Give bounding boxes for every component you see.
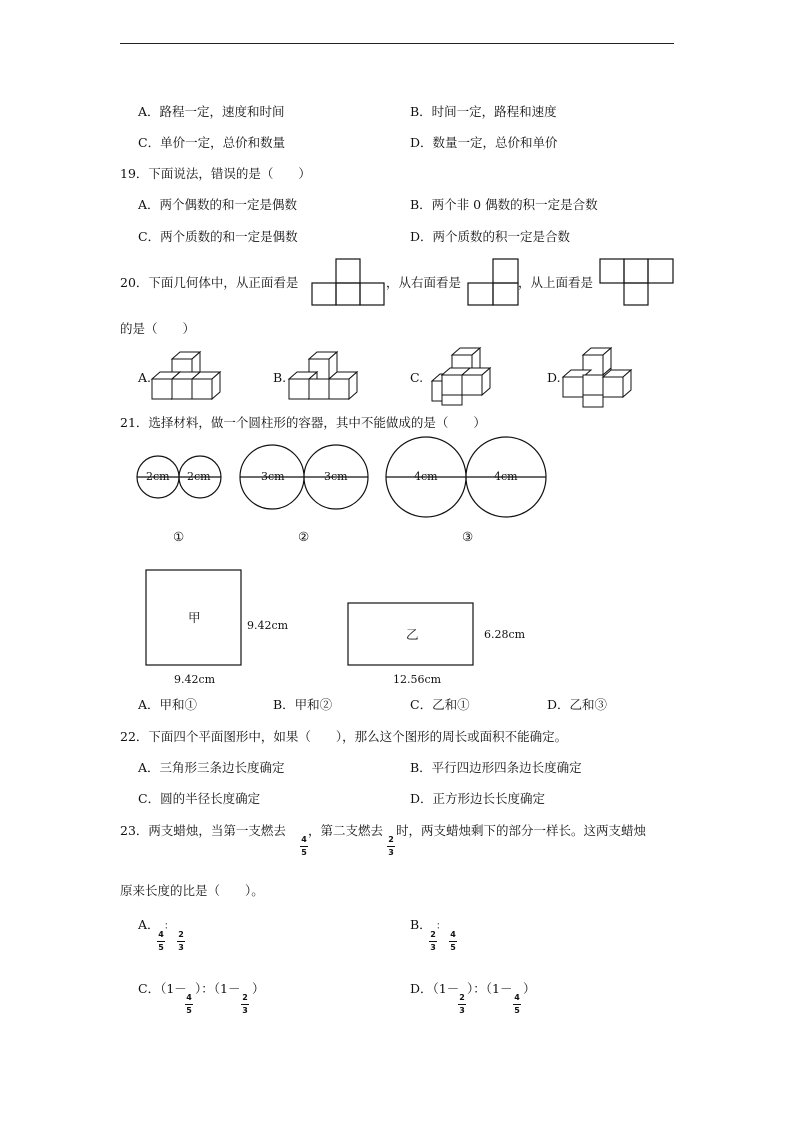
q19-option-d: D．两个质数的积一定是合数 [410,229,571,244]
q20-option-b-cubes [287,347,369,407]
q20-stem-part2: ，从右面看是 [386,275,462,290]
option-b-fraction-2: 4 5 [450,930,456,952]
option-a-fraction-2: 2 3 [178,930,184,952]
option-d-fraction-1: 2 3 [459,993,465,1015]
circle-1-label: 2cm [146,470,170,483]
rect-yi-label: 乙 [406,627,419,642]
q20-option-c-cubes [424,343,506,409]
q19-stem: 19．下面说法，错误的是（ ） [120,166,311,181]
q21-option-b: B．甲和② [273,697,333,712]
q20-option-a-cubes [150,347,232,407]
circle-2-label: 3cm [261,470,285,483]
option-b-colon: ： [436,921,446,932]
q23-option-c-part2: ）：（1－ [195,981,241,996]
rect-jia-side-length: 9.42cm [247,619,289,632]
option-b-fraction-1: 2 3 [430,930,436,952]
option-a-fraction-1: 4 5 [158,930,164,952]
q23-stem-part3: 时，两支蜡烛剩下的部分一样长。这两支蜡烛 [396,823,647,838]
q23-option-d-part3: ） [523,981,536,996]
fraction-two-thirds: 2 3 [388,835,394,857]
q23-stem-part4: 原来长度的比是（ ）。 [120,883,264,898]
circle-3-label: 4cm [414,470,438,483]
q21-option-d: D．乙和③ [547,697,608,712]
option-a-colon: ： [164,921,174,932]
rect-yi-side-length: 6.28cm [484,628,526,641]
q20-stem-part3: ，从上面看是 [518,275,594,290]
q23-option-a-label: A． [138,917,160,932]
q22-stem: 22．下面四个平面图形中，如果（ ），那么这个图形的周长或面积不能确定。 [120,729,568,744]
q23-option-c-part3: ） [252,981,265,996]
header-rule [120,43,674,44]
rect-yi-bottom-length: 12.56cm [393,673,442,686]
q23-option-d-part2: ）：（1－ [467,981,513,996]
circle-set-3-number: ③ [462,529,474,544]
q18-option-d: D．数量一定，总价和单价 [410,135,558,150]
right-view-figure [467,258,519,306]
q22-option-a: A．三角形三条边长度确定 [138,760,285,775]
circle-set-1-number: ① [173,529,185,544]
rect-jia-label: 甲 [188,610,201,625]
q20-stem-part1: 20．下面几何体中，从正面看是 [120,275,299,290]
q23-option-d-part1: D．（1－ [410,981,460,996]
fraction-four-fifths: 4 5 [301,835,307,857]
q20-option-d-cubes [561,343,643,409]
circle-1b-label: 2cm [187,470,211,483]
q18-option-c: C．单价一定，总价和数量 [138,135,286,150]
q23-stem-part2: ，第二支燃去 [308,823,384,838]
q20-stem-part4: 的是（ ） [120,321,196,336]
circle-3b-label: 4cm [494,470,518,483]
front-view-figure [312,258,386,306]
top-view-figure [599,258,675,306]
option-c-fraction-2: 2 3 [242,993,248,1015]
circle-set-2-number: ② [298,529,310,544]
option-d-fraction-2: 4 5 [514,993,520,1015]
q21-option-c: C．乙和① [410,697,470,712]
q19-option-c: C．两个质数的和一定是偶数 [138,229,298,244]
q21-stem: 21．选择材料，做一个圆柱形的容器，其中不能做成的是（ ） [120,415,486,430]
q19-option-b: B．两个非 0 偶数的积一定是合数 [410,197,598,212]
q23-option-b-label: B． [410,917,432,932]
q21-option-a: A．甲和① [138,697,198,712]
q20-option-c-label: C. [410,370,424,385]
q22-option-c: C．圆的半径长度确定 [138,791,261,806]
q23-option-c-part1: C．（1－ [138,981,187,996]
option-c-fraction-1: 4 5 [186,993,192,1015]
q20-option-a-label: A. [138,370,152,385]
rect-jia-bottom-length: 9.42cm [174,673,216,686]
q22-option-b: B．平行四边形四条边长度确定 [410,760,582,775]
q18-option-b: B．时间一定，路程和速度 [410,104,557,119]
q20-option-d-label: D. [547,370,561,385]
q19-option-a: A．两个偶数的和一定是偶数 [138,197,298,212]
q23-stem-part1: 23．两支蜡烛，当第一支燃去 [120,823,286,838]
q22-option-d: D．正方形边长长度确定 [410,791,546,806]
circle-2b-label: 3cm [324,470,348,483]
circles-figure [136,440,546,530]
q20-option-b-label: B. [273,370,287,385]
q18-option-a: A．路程一定，速度和时间 [138,104,285,119]
